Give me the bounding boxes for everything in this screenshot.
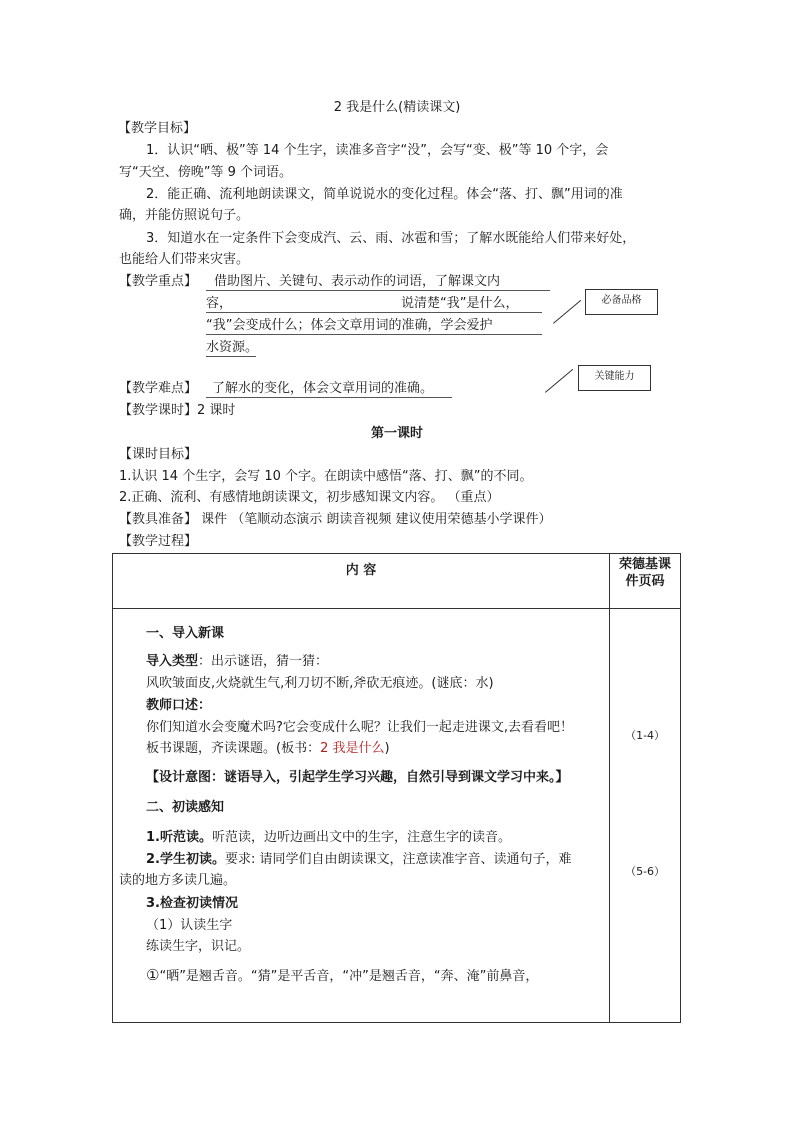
- header-pages-cell: [610, 554, 681, 609]
- listen-text: 听范读，边听边画出文中的生字，注意生字的读音。: [211, 830, 511, 845]
- materials: 【教具准备】 课件 （笔顺动态演示 朗读音视频 建议使用荣德基小学课件）: [119, 512, 552, 527]
- pages-cell: [610, 609, 681, 1023]
- callout-line-1: [553, 300, 581, 324]
- lesson-process-table: [112, 553, 681, 1023]
- header-content: 内 容: [345, 563, 377, 578]
- key-points-label: 【教学重点】: [119, 274, 198, 289]
- board-prefix: 板书课题，齐读课题。(板书：: [146, 741, 321, 756]
- student-step: [146, 851, 572, 868]
- page-ref-1: （1-4）: [625, 729, 666, 742]
- objective-3-line1: 3．知道水在一定条件下会变成汽、云、雨、冰雹和雪；了解水既能给人们带来好处，: [146, 231, 636, 246]
- listen-label: 1.听范读。: [146, 830, 212, 845]
- check-title: 3.检查初读情况: [146, 896, 238, 911]
- callout-box-character: 必备品格: [585, 289, 658, 315]
- check-sub1-text: 练读生字，识记。: [146, 939, 251, 954]
- board-line: [146, 740, 390, 757]
- key-points-line4: 水资源。: [206, 340, 259, 355]
- board-suffix: ): [384, 741, 390, 756]
- phonetics-line: [146, 967, 538, 985]
- header-pages: 荣德基课件页码: [619, 557, 672, 589]
- section-1-title: 一、导入新课: [146, 626, 225, 641]
- check-sub1: （1）认读生字: [146, 918, 233, 933]
- table-header-row: [113, 554, 681, 609]
- student-label: 2.学生初读。: [146, 852, 225, 867]
- circled-number-one: ①: [146, 966, 160, 984]
- teacher-label: 教师口述：: [146, 698, 212, 713]
- listen-step: [146, 829, 511, 846]
- lesson-goals-heading: 【课时目标】: [119, 447, 198, 462]
- objective-1-line1: 1．认识“晒、极”等 14 个生字，读准多音字“没”，会写“变、极”等 10 个字，会: [146, 143, 609, 158]
- callout-line-2: [545, 369, 573, 393]
- phonetics-text: “晒”是翘舌音。“猜”是平舌音，“冲”是翘舌音，“奔、淹”前鼻音，: [159, 969, 539, 984]
- design-intent: 【设计意图：谜语导入，引起学生学习兴趣，自然引导到课文学习中来。】: [146, 770, 569, 785]
- key-points-line1: 借助图片、关键句、表示动作的词语，了解课文内: [206, 273, 550, 291]
- key-points-line2a: 容，: [206, 296, 233, 311]
- intro-type: [146, 653, 328, 670]
- objective-1-line2: 写“天空、傍晚”等 9 个词语。: [119, 165, 293, 180]
- board-title: 2 我是什么: [320, 741, 385, 756]
- objective-2-line1: 2．能正确、流利地朗读课文，简单说说水的变化过程。体会“落、打、飘”用词的准: [146, 187, 623, 202]
- intro-type-text: ：出示谜语，猜一猜：: [198, 654, 329, 669]
- key-points-line2b: 说清楚“我”是什么，: [401, 296, 519, 311]
- riddle: 风吹皱面皮,火烧就生气,利刀切不断,斧砍无痕迹。(谜底：水): [146, 676, 494, 691]
- page-title: 2 我是什么(精读课文): [333, 100, 461, 115]
- difficulties-label: 【教学难点】: [119, 381, 198, 396]
- key-points-line2: [206, 295, 542, 313]
- objective-2-line2: 确，并能仿照说句子。: [119, 208, 250, 223]
- objectives-heading: 【教学目标】: [118, 121, 197, 136]
- header-content-cell: [113, 554, 610, 609]
- lesson-goal-2: 2.正确、流利、有感情地朗读课文，初步感知课文内容。 （重点）: [119, 490, 500, 505]
- objective-3-line2: 也能给人们带来灾害。: [119, 252, 250, 267]
- content-cell: [113, 609, 610, 1023]
- callout-box-ability: 关键能力: [578, 365, 651, 391]
- student-text-l2: 读的地方多读几遍。: [119, 873, 237, 888]
- key-points-line3: “我”会变成什么；体会文章用词的准确，学会爱护: [206, 317, 542, 335]
- process-heading: 【教学过程】: [119, 534, 198, 549]
- difficulties-text: 了解水的变化，体会文章用词的准确。: [206, 380, 452, 398]
- section-2-title: 二、初读感知: [146, 800, 225, 815]
- lesson-goal-1: 1.认识 14 个生字，会写 10 个字。在朗读中感悟“落、打、飘”的不同。: [119, 469, 533, 484]
- page-ref-2: （5-6）: [625, 865, 666, 878]
- student-text-l1: 要求: 请同学们自由朗读课文，注意读准字音、读通句子，难: [224, 852, 572, 867]
- table-row: [113, 609, 681, 1023]
- teacher-text: 你们知道水会变魔术吗?它会变成什么呢？让我们一起走进课文,去看看吧！: [146, 720, 574, 735]
- lesson-title: 第一课时: [370, 426, 423, 441]
- intro-type-label: 导入类型: [146, 654, 199, 669]
- hours: 【教学课时】2 课时: [119, 403, 236, 418]
